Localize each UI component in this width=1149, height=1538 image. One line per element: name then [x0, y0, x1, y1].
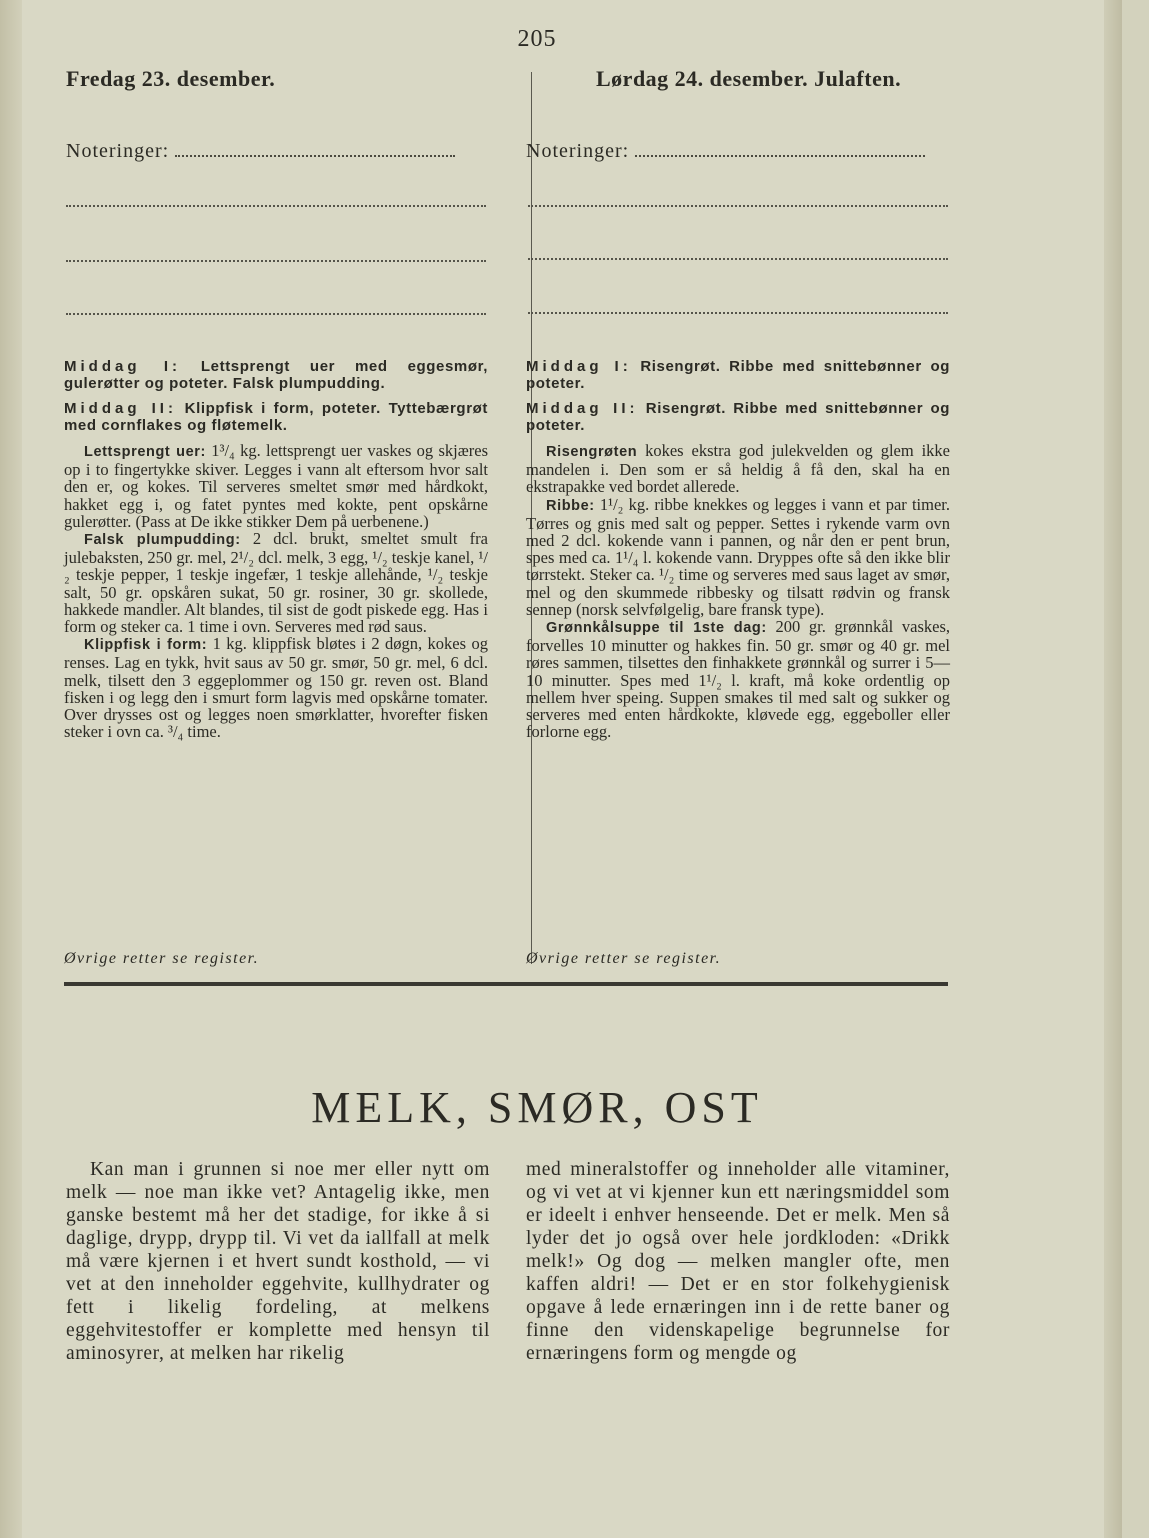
page-edge — [1104, 0, 1122, 1538]
section-text-left: Kan man i grunnen si noe mer eller nytt om melk — noe man ikke vet? Antagelig ikke, men ganske bestemt må her det stadige, for ikke å si daglige, drypp, drypp til. Vi vet da iallfall at melk må være kjernen i et hvert sundt kosthold, — vi vet at den inneholder eggehvite, kullhydrater og fett i likelig fordeling, at melkens eggehvitestoffer er komplette med hensyn til aminosyrer, at melken har rikelig — [66, 1159, 490, 1364]
notes-label-text: Noteringer: — [66, 140, 170, 162]
menu-2-left: Middag II: Klippfisk i form, poteter. Tyttebærgrøt med cornflakes og fløtemelk. — [64, 400, 488, 434]
recipe-klippfisk: Klippfisk i form: 1 kg. klippfisk bløtes i 2 døgn, kokes og renses. Lag en tykk, hvit saus av 50 gr. smør, 50 gr. mel, 6 dcl. melk, tilsett den 3 eggeplommer og 150 gr. reven ost. Bland fisken i og legg den i smurt form lagvis med opskårne tomater. Over drysses ost og legges noen smørklatter, hvorefter fisken steker i ovn ca. ³/₄ time. — [64, 634, 488, 742]
page-number: 205 — [517, 26, 557, 52]
day-heading-friday: Fredag 23. desember. — [66, 66, 276, 91]
notes-dotted-line — [635, 154, 925, 157]
recipes-left — [64, 358, 488, 740]
section-text-right: med mineralstoffer og inneholder alle vitaminer, og vi vet at vi kjenner kun ett næringsmiddel som er ideelt i enhver henseende. Det er melk. Men så lyder det jo også over hele jordkloden: «Drikk melk!» Og dog — melken mangler ofte, men kaffen aldri! — Det er en stor folkehygienisk opgave å lede ernæringen inn i de rette baner og finne den videnskapelige begrunnelse for ernæringens form og mengde og — [526, 1159, 950, 1364]
section-title: MELK, SMØR, OST — [311, 1083, 763, 1132]
notes-label-text: Noteringer: — [526, 140, 630, 162]
notes-dotted-line — [175, 154, 455, 157]
notes-line-3 — [66, 313, 486, 315]
menu-1-left: Middag I: Lettsprengt uer med eggesmør, gulerøtter og poteter. Falsk plumpudding. — [64, 358, 488, 392]
notes-line-3 — [528, 312, 948, 314]
footnote-right: Øvrige retter se register. — [526, 950, 722, 967]
menu-2-right: Middag II: Risengrøt. Ribbe med snittebønner og poteter. — [526, 400, 950, 434]
day-heading-saturday: Lørdag 24. desember. Julaften. — [596, 66, 902, 91]
notes-line-2 — [528, 258, 948, 260]
recipe-uer: Lettsprengt uer: 1³/₄ kg. lettsprengt uer vaskes og skjæres op i to fingertykke skiver. Legges i vann alt eftersom hvor salt den er, og kokes. Til serveres smeltet smør med hårdkokt, hakket egg i, og fatet pyntes med kokte, pent opskårne gulerøtter. (Pass at De ikke stikker Dem på uerbenene.) — [64, 441, 488, 531]
recipe-gronnkalsuppe: Grønnkålsuppe til 1ste dag: 200 gr. grønnkål vaskes, forvelles 10 minutter og hakkes fin. 50 gr. smør og 40 gr. mel røres sammen, tilsettes den finhakkete grønnkål og surrer i 5—10 minutter. Spes med 1¹/₂ l. kraft, må koke ordentlig op mellem hver speing. Suppen smakes til med salt og sukker og serveres med enten hårdkokte, kløvede egg, eggeboller eller forlorne egg. — [526, 617, 950, 742]
recipe-risengrot: Risengrøten kokes ekstra god julekvelden og glem ikke mandelen i. Den som er så heldig å få den, skal ha en ekstrapakke ved bordet allerede. — [526, 441, 950, 497]
book-page — [22, 0, 1122, 1538]
notes-label-right — [526, 140, 925, 163]
notes-line-1 — [528, 205, 948, 207]
notes-line-1 — [66, 205, 486, 207]
page-gutter — [0, 0, 22, 1538]
recipe-ribbe: Ribbe: 1¹/₂ kg. ribbe knekkes og legges i vann et par timer. Tørres og gnis med salt og pepper. Settes i rykende varm ovn med 2 dcl. kokende vann i pannen, og når den er pent brun, spes med ca. 1¹/₄ l. kokende vann. Dryppes ofte så den ikke blir tørrstekt. Steker ca. ¹/₂ time og serveres med saus laget av smør, mel og den skummede ribbesky og tilsatt rødvin og fransk sennep (norsk selvfølgelig, bare fransk type). — [526, 494, 950, 619]
recipe-plumpudding: Falsk plumpudding: 2 dcl. brukt, smeltet smult fra julebaksten, 250 gr. mel, 2¹/₂ dcl. melk, 3 egg, ¹/₂ teskje kanel, ¹/₂ teskje pepper, 1 teskje ingefær, 1 teskje allehånde, ¹/₂ teskje salt, 50 gr. opskåren sukat, 50 gr. rosiner, 30 gr. skollede, hakkede mandler. Alt blandes, til sist de godt piskede egg. Has i form og steker ca. 1 time i ovn. Serveres med rød saus. — [64, 529, 488, 637]
menu-1-right: Middag I: Risengrøt. Ribbe med snittebønner og poteter. — [526, 358, 950, 392]
footnote-left: Øvrige retter se register. — [64, 950, 260, 967]
notes-label-left — [66, 140, 455, 163]
notes-line-2 — [66, 260, 486, 262]
section-divider-rule — [64, 982, 948, 986]
recipes-right — [526, 358, 950, 740]
